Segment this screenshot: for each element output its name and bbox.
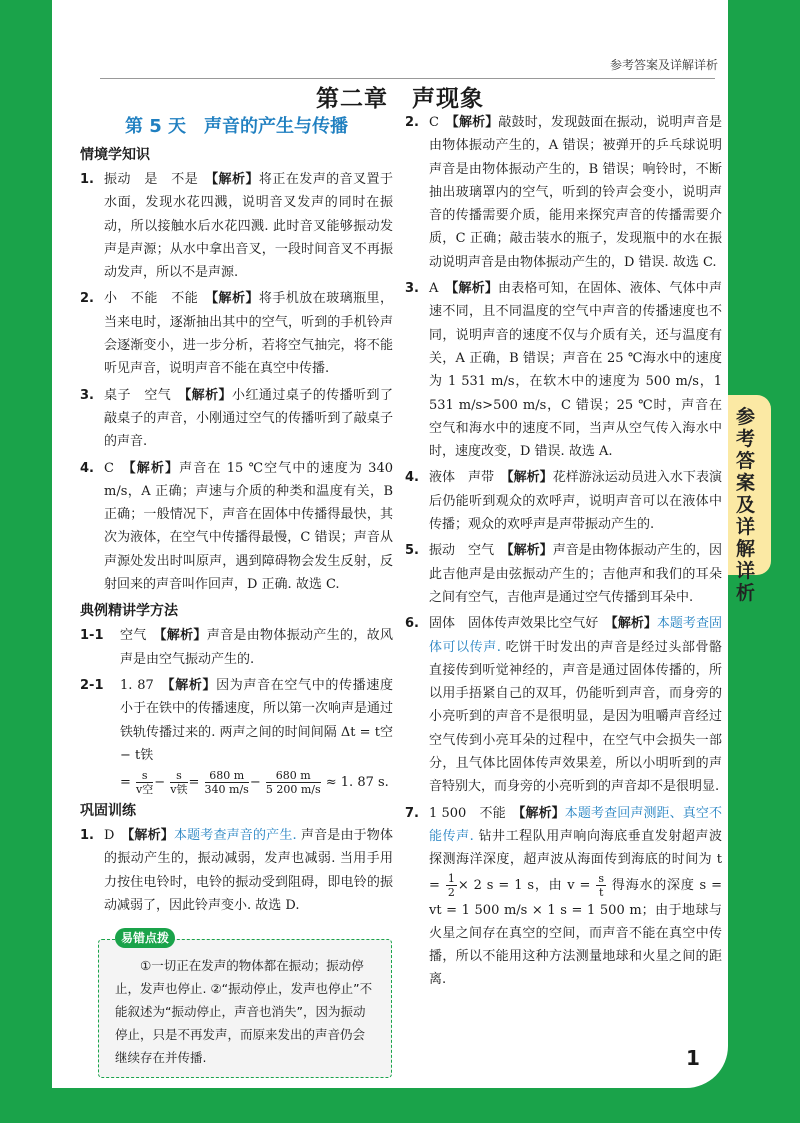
analysis-text: 由表格可知，在固体、液体、气体中声速不同，且不同温度的空气中声音的传播速度也不同，说明声音的速度不仅与介质有关，还与温度有关，A 正确，B 错误；声音在 25 ℃海水中的速度为 1 531 m/s，在软木中的速度为 500 m/s，1 531 m/s>500 m/s，C 错误；25 ℃时，声音在空气和海水中的速度不同，当声从空气传入海水中时，速度改变，D 错误. 故选 A.	[429, 281, 722, 460]
answer-text: 振动 是 不是	[104, 172, 212, 187]
analysis-text: 声音在 15 ℃空气中的速度为 340 m/s，A 正确；声速与介质的种类和温度有关，B 正确；一般情况下，声音在固体中传播得最快，其次为液体，在空气中传播得最慢，C 错误；声音从声源处发出时叫原声，遇到障碍物会发生反射，反射回来的声音叫作回声，D 正确. 故选 C.	[104, 460, 393, 593]
section-heading: 巩固训练	[80, 803, 136, 820]
analysis-text: 声音是由物体振动产生的，故风声是由空气振动产生的.	[120, 628, 393, 667]
header-rule	[100, 78, 715, 79]
answer-item	[80, 457, 393, 597]
right-column	[405, 110, 722, 995]
answer-item	[80, 674, 393, 796]
item-number: 4.	[80, 460, 94, 476]
item-number: 1.	[80, 172, 94, 187]
answer-text: 固体 固体传声效果比空气好	[429, 616, 612, 632]
analysis-tag: 【解析】	[611, 616, 657, 632]
answer-item	[405, 612, 722, 798]
item-number: 2.	[405, 115, 419, 130]
item-number: 1-1	[80, 628, 104, 644]
answer-item	[405, 111, 722, 274]
answer-text: 小 不能 不能	[104, 291, 212, 307]
fraction: $\frac{s}{\text{v铁}}$	[170, 769, 188, 797]
analysis-tag: 【解析】	[452, 115, 499, 130]
side-tab-label: 参考答案及详解详析	[736, 406, 756, 604]
analysis-tag: 【解析】	[159, 628, 207, 644]
chapter-title: 第二章 声现象	[316, 86, 484, 112]
fraction: $\frac{680 m}{340 m/s}$	[204, 769, 249, 797]
topic-highlight: 本题考查回声测距、真空不能传声.	[429, 805, 722, 844]
answer-text: 液体 声带	[429, 470, 508, 486]
analysis-text: 小红通过桌子的传播听到了敲桌子的声音，小刚通过空气的传播听到了敲桌子的声音.	[104, 387, 393, 450]
analysis-tag: 【解析】	[168, 677, 217, 693]
analysis-text: 因为声音在空气中的传播速度小于在铁中的传播速度，所以第一次响声是通过铁轨传播过来的. 两声之间的时间间隔 Δt = t空 − t铁	[120, 677, 394, 763]
answer-item	[80, 287, 393, 380]
answer-item	[405, 466, 722, 536]
fraction: $\frac{s}{t}$	[598, 871, 605, 899]
answer-text: C	[429, 115, 453, 130]
analysis-text: 声音是由物体振动产生的，因此吉他声是由弦振动产生的；吉他声和我们的耳朵之间有空气，吉他声是通过空气传播到耳朵中.	[429, 543, 722, 605]
analysis-tag: 【解析】	[211, 291, 259, 307]
section-heading: 情境学知识	[80, 147, 150, 163]
analysis-tag: 【解析】	[518, 805, 565, 821]
answer-text: C	[104, 460, 130, 476]
answer-text: 振动 空气	[429, 543, 508, 559]
item-number: 6.	[405, 616, 419, 632]
answer-item	[80, 168, 393, 284]
item-number: 4.	[405, 470, 419, 486]
analysis-text: × 2 s = 1 s，由 v =	[457, 877, 596, 893]
error-tip-box	[98, 931, 392, 1078]
item-number: 3.	[80, 387, 94, 403]
left-column	[80, 113, 393, 1078]
item-number: 3.	[405, 281, 419, 297]
analysis-tag: 【解析】	[211, 172, 259, 187]
lesson-title: 第 5 天 声音的产生与传播	[124, 116, 349, 137]
answer-text: 1. 87	[120, 677, 169, 693]
answer-item	[405, 539, 722, 609]
analysis-text: 吃饼干时发出的声音是经过头部骨骼直接传到听觉神经的，声音是通过固体传播的，所以用手捂紧自己的双耳，仍能听到声音，而身旁的小亮听到的声音不是很明显，是因为咀嚼声音经过空气传到小亮耳朵的过程中，在空气中会损失一部分，且气体比固体传声效果差，所以小明听到的声音特别大，而身旁的小亮听到的声音却不是很明显.	[429, 639, 722, 795]
analysis-text: 敲鼓时，发现鼓面在振动，说明声音是由物体振动产生的，A 错误；被弹开的乒乓球说明声音是由物体振动产生的，B 错误；响铃时，不断抽出玻璃罩内的空气，听到的铃声会变小，说明声音的传播需要介质，能用来探究声音的传播需要介质，C 正确；敲击装水的瓶子，发现瓶中的水在振动说明声音是由物体振动产生的，D 错误. 故选 C.	[429, 115, 722, 270]
analysis-tag: 【解析】	[127, 828, 174, 844]
answer-text: D	[104, 828, 128, 844]
analysis-text: 将手机放在玻璃瓶里，当来电时，逐渐抽出其中的空气，听到的手机铃声会逐渐变小，进一步分析，若将空气抽完，将不能听见声音，说明声音不能在真空中传播.	[104, 291, 393, 377]
formula: = $\frac{s}{\text{v空}}$ − $\frac{s}{\text{v铁}}$ = $\frac{680 m}{340 m/s}$ − $\frac{680 m}{5 200 m/s}$ ≈ 1. 87 s.	[120, 769, 389, 797]
analysis-tag: 【解析】	[129, 460, 180, 476]
running-header: 参考答案及详解详析	[610, 58, 719, 72]
answer-item	[80, 824, 393, 917]
answer-text: 1 500 不能	[429, 805, 519, 821]
fraction: $\frac{s}{\text{v空}}$	[136, 769, 154, 797]
analysis-tag: 【解析】	[184, 387, 233, 403]
item-number: 1.	[80, 828, 94, 844]
item-number: 7.	[405, 805, 419, 821]
topic-highlight: 本题考查固体可以传声.	[429, 616, 722, 655]
topic-highlight: 本题考查声音的产生.	[173, 828, 297, 844]
analysis-tag: 【解析】	[507, 543, 553, 559]
answer-item	[405, 277, 722, 463]
answer-text: 桌子 空气	[104, 387, 185, 403]
analysis-tag: 【解析】	[451, 281, 499, 297]
tip-label: 易错点拨	[115, 928, 175, 948]
fraction: $\frac{680 m}{5 200 m/s}$	[265, 769, 321, 797]
analysis-text: 花样游泳运动员进入水下表演后仍能听到观众的欢呼声，说明声音可以在液体中传播；观众的欢呼声是声带振动产生的.	[429, 470, 722, 533]
answer-text: A	[429, 281, 452, 297]
analysis-text: 钻井工程队用声响向海底垂直发射超声波探测海洋深度，超声波从海面传到海底的时间为 t =	[429, 828, 722, 893]
tip-text: ①一切正在发声的物体都在振动；振动停止，发声也停止. ②“振动停止，发声也停止”不能叙述为“振动停止，声音也消失”，因为振动停止，只是不再发声，而原来发出的声音仍会继续存在并传播.	[115, 958, 373, 1066]
answer-text: 空气	[120, 628, 160, 644]
answer-item	[80, 624, 393, 671]
answer-item	[80, 384, 393, 454]
item-number: 2-1	[80, 677, 104, 693]
analysis-text: 得海水的深度 s = vt = 1 500 m/s × 1 s = 1 500 m；由于地球与火星之间存在真空的空间，而声音不能在真空中传播，所以不能用这种方法测量地球和火星之间的距离.	[429, 877, 722, 988]
fraction: $\frac{1}{2}$	[447, 871, 455, 899]
item-number: 2.	[80, 291, 94, 307]
page-number: 1	[686, 1046, 700, 1070]
section-heading: 典例精讲学方法	[80, 603, 178, 620]
analysis-text: 声音是由于物体的振动产生的，振动减弱，发声也减弱. 当用手用力按住电铃时，电铃的振动受到阻碍，即电铃的振动减弱了，因此铃声变小. 故选 D.	[104, 828, 393, 914]
analysis-tag: 【解析】	[507, 470, 553, 486]
analysis-text: 将正在发声的音叉置于水面，发现水花四溅，说明音叉发声的同时在振动，所以接触水后水花四溅. 此时音叉能够振动发声是声源；从水中拿出音叉，一段时间音叉不再振动发声，所以不是声源.	[104, 172, 393, 281]
item-number: 5.	[405, 543, 419, 559]
answer-item	[405, 802, 722, 992]
